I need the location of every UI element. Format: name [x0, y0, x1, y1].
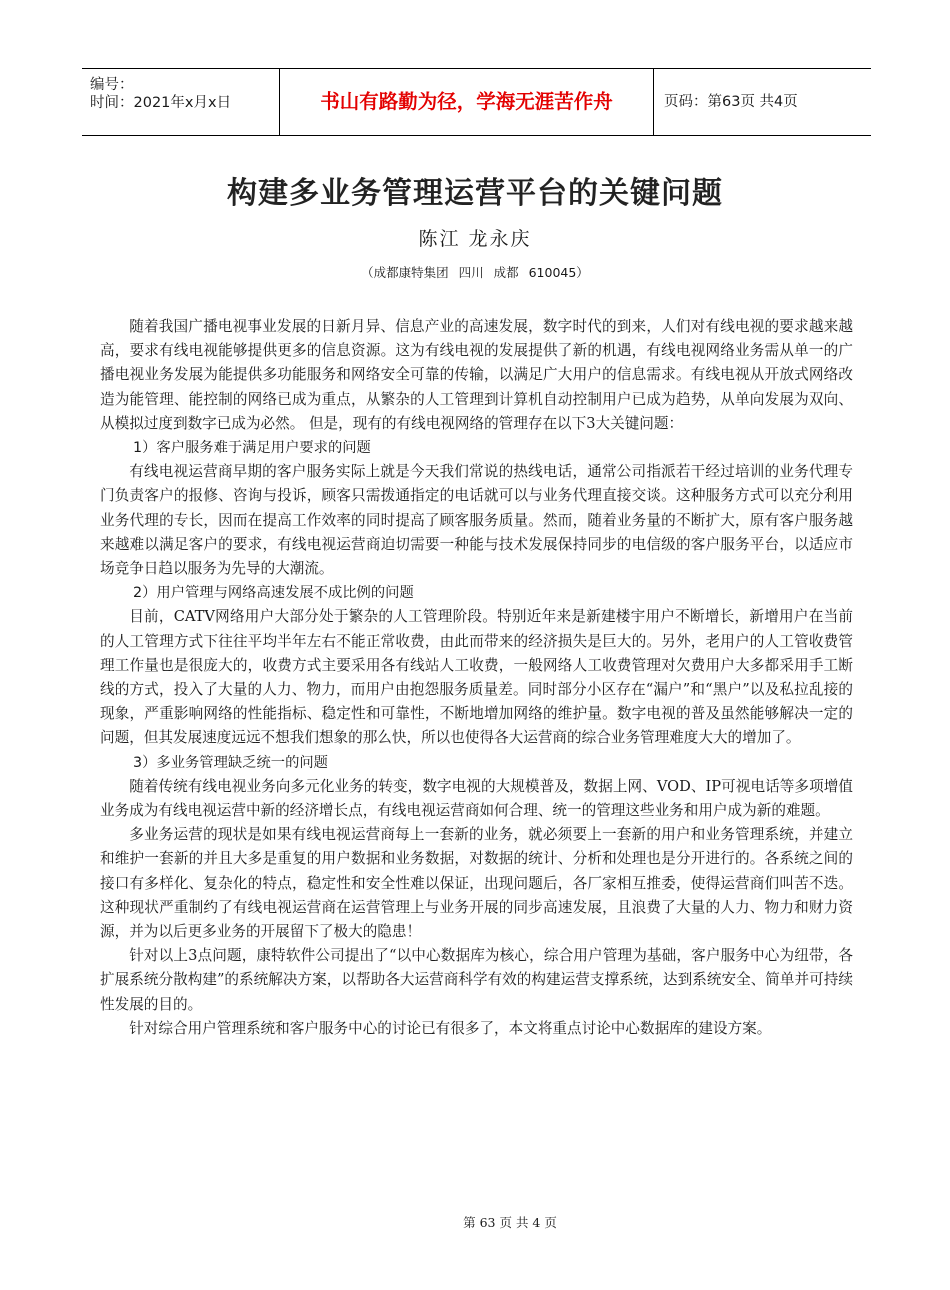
intro-paragraph: 随着我国广播电视事业发展的日新月异、信息产业的高速发展，数字时代的到来，人们对有线电视的要求越来越高，要求有线电视能够提供更多的信息资源。这为有线电视的发展提供了新的机遇，有线电视网络业务需从单一的广播电视业务发展为能提供多功能服务和网络安全可靠的传输，以满足广大用户的信息需求。有线电视从开放式网络改造为能管理、能控制的网络已成为重点，从繁杂的人工管理到计算机自动控制用户已成为趋势，从单向发展为双向、从模拟过度到数字已成为必然。 但是，现有的有线电视网络的管理存在以下3大关键问题： [100, 318, 853, 432]
document-title: 构建多业务管理运营平台的关键问题 [227, 176, 723, 211]
section-1-paragraph: 有线电视运营商早期的客户服务实际上就是今天我们常说的热线电话，通常公司指派若干经过培训的业务代理专门负责客户的报修、咨询与投诉，顾客只需拨通指定的电话就可以与业务代理直接交谈。这种服务方式可以充分利用业务代理的专长，因而在提高工作效率的同时提高了顾客服务质量。然而，随着业务量的不断扩大，原有客户服务越来越难以满足客户的要求，有线电视运营商迫切需要一种能与技术发展保持同步的电信级的客户服务平台，以适应市场竞争日趋以服务为先导的大潮流。 [100, 463, 853, 578]
page-header [82, 68, 871, 136]
solution-paragraph: 针对以上3点问题，康特软件公司提出了“以中心数据库为核心，综合用户管理为基础，客户服务中心为纽带，各扩展系统分散构建”的系统解决方案，以帮助各大运营商科学有效的构建运营支撑系统，达到系统安全、简单并可持续性发展的目的。 [100, 947, 853, 1013]
header-meta [82, 69, 280, 135]
document-body [100, 315, 853, 1041]
section-3-paragraph-1: 随着传统有线电视业务向多元化业务的转变，数字电视的大规模普及，数据上网、VOD、IP可视电话等多项增值业务成为有线电视运营中新的经济增长点，有线电视运营商如何合理、统一的管理这些业务和用户成为新的难题。 [100, 777, 853, 820]
section-3-paragraph-2: 多业务运营的现状是如果有线电视运营商每上一套新的业务，就必须要上一套新的用户和业务管理系统，并建立和维护一套新的并且大多是重复的用户数据和业务数据，对数据的统计、分析和处理也是分开进行的。各系统之间的接口有多样化、复杂化的特点，稳定性和安全性难以保证，出现问题后，各厂家相互推委，使得运营商们叫苦不迭。这种现状严重制约了有线电视运营商在运营管理上与业务开展的同步高速发展，且浪费了大量的人力、物力和财力资源，并为以后更多业务的开展留下了极大的隐患！ [100, 826, 853, 941]
document-authors: 陈江 龙永庆 [418, 228, 532, 250]
section-2-paragraph: 目前，CATV网络用户大部分处于繁杂的人工管理阶段。特别近年来是新建楼宇用户不断增长，新增用户在当前的人工管理方式下往往平均半年左右不能正常收费，由此而带来的经济损失是巨大的。另外，老用户的人工管收费管理工作量也是很庞大的，收费方式主要采用各有线站人工收费，一般网络人工收费管理对欠费用户大多都采用手工断线的方式，投入了大量的人力、物力，而用户由抱怨服务质量差。同时部分小区存在“漏户”和“黑户”以及私拉乱接的现象，严重影响网络的性能指标、稳定性和可靠性，不断地增加网络的维护量。数字电视的普及虽然能够解决一定的问题，但其发展速度远远不想我们想象的那么快，所以也使得各大运营商的综合业务管理难度大大的增加了。 [100, 608, 853, 747]
document-affiliation: （成都康特集团 四川 成都 610045） [361, 265, 589, 280]
header-page-label: 页码：第63页 共4页 [664, 94, 798, 110]
page-footer: 第 63 页 共 4 页 [463, 1215, 557, 1230]
header-motto: 书山有路勤为径，学海无涯苦作舟 [280, 69, 654, 135]
date-label: 时间：2021年x月x日 [90, 95, 232, 111]
section-3-heading: 3）多业务管理缺乏统一的问题 [133, 754, 328, 771]
section-1-heading: 1）客户服务难于满足用户要求的问题 [133, 440, 371, 457]
number-label: 编号： [90, 77, 134, 93]
section-2-heading: 2）用户管理与网络高速发展不成比例的问题 [133, 585, 414, 602]
final-paragraph: 针对综合用户管理系统和客户服务中心的讨论已有很多了，本文将重点讨论中心数据库的建设方案。 [129, 1019, 772, 1037]
